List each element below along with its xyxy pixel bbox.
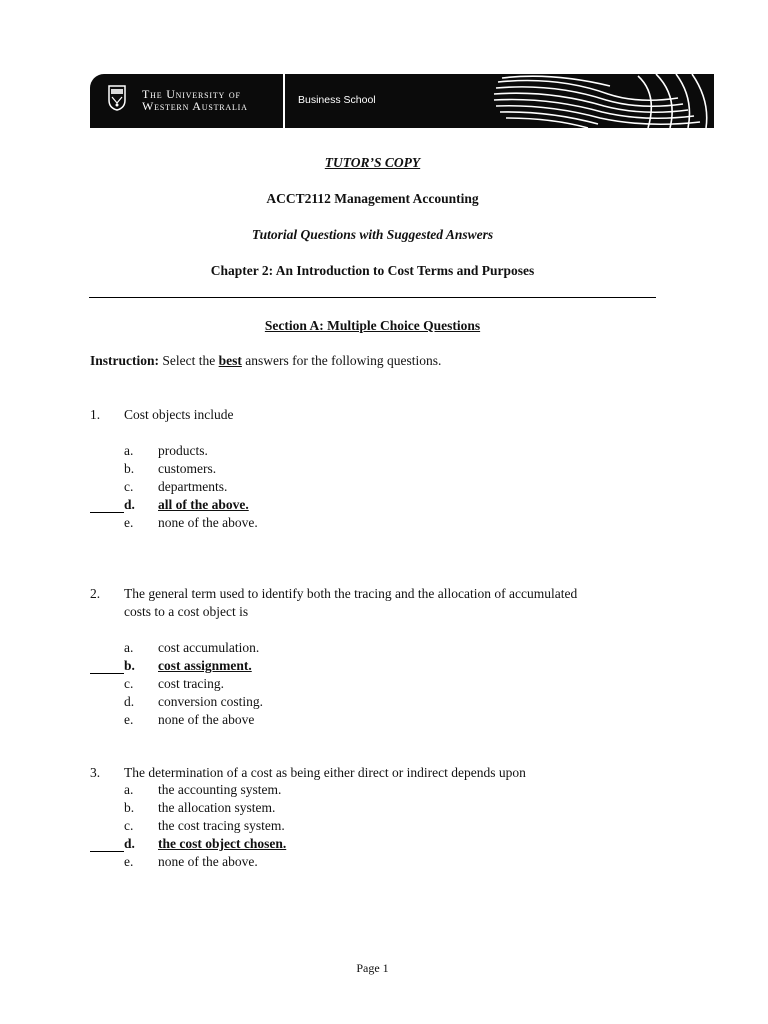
option-b-correct-answer [124,657,424,675]
option-c [124,478,424,496]
option-letter: c. [124,818,134,833]
option-text: conversion costing. [158,694,263,709]
instruction-emphasis: best [218,353,242,368]
banner-swoosh-graphic [488,74,714,128]
option-letter: a. [124,443,134,458]
question-number: 2. [90,586,101,601]
question-text-line1: The general term used to identify both the tracing and the allocation of accumulated [124,586,578,601]
option-c [124,817,424,835]
answer-marker-line [90,851,124,852]
question-number: 1. [90,407,101,422]
section-heading: Section A: Multiple Choice Questions [264,318,481,333]
option-letter: d. [124,694,135,709]
university-name-line2: Western Australia [142,99,248,113]
instruction-label: Instruction: [90,353,160,368]
option-letter: c. [124,479,134,494]
option-letter: e. [124,515,134,530]
instruction-text-post: answers for the following questions. [241,353,442,368]
option-letter: b. [124,658,135,673]
option-letter: b. [124,461,135,476]
option-letter: b. [124,800,135,815]
option-text: customers. [158,461,217,476]
option-e [124,711,424,729]
option-letter: c. [124,676,134,691]
course-title: ACCT2112 Management Accounting [266,191,479,206]
option-a [124,639,424,657]
horizontal-rule [89,297,656,298]
option-text: the cost object chosen. [158,836,287,851]
answer-marker-line [90,673,124,674]
document-subtitle: Tutorial Questions with Suggested Answers [251,227,494,242]
instruction [90,353,441,369]
option-letter: e. [124,854,134,869]
option-letter: a. [124,640,134,655]
banner-divider [283,74,285,128]
option-text: cost tracing. [158,676,224,691]
option-text: the cost tracing system. [158,818,285,833]
answer-marker-line [90,512,124,513]
uwa-banner [90,74,714,128]
option-text: departments. [158,479,228,494]
option-text: products. [158,443,208,458]
university-name [142,88,248,112]
question-text: The determination of a cost as being either direct or indirect depends upon [124,765,526,780]
question-text-line2: costs to a cost object is [124,604,249,619]
question-number: 3. [90,765,101,780]
option-d [124,693,424,711]
option-b [124,460,424,478]
school-name: Business School [298,94,376,106]
instruction-text-pre: Select the [159,353,219,368]
question-text [124,585,644,621]
option-letter: e. [124,712,134,727]
option-b [124,799,424,817]
option-a [124,781,424,799]
university-name-line1: The University of [142,87,241,101]
option-letter: d. [124,497,135,512]
chapter-title: Chapter 2: An Introduction to Cost Terms and Purposes [210,263,535,278]
option-text: cost assignment. [158,658,252,673]
option-text: none of the above. [158,854,258,869]
option-d-correct-answer [124,496,424,514]
option-letter: d. [124,836,135,851]
option-e [124,514,424,532]
option-text: all of the above. [158,497,249,512]
option-text: the allocation system. [158,800,276,815]
option-text: cost accumulation. [158,640,260,655]
option-d-correct-answer [124,835,424,853]
uwa-crest-logo [108,85,126,111]
option-letter: a. [124,782,134,797]
option-text: the accounting system. [158,782,282,797]
option-e [124,853,424,871]
option-text: none of the above [158,712,255,727]
option-text: none of the above. [158,515,258,530]
option-c [124,675,424,693]
page-number: Page 1 [356,961,389,975]
option-a [124,442,424,460]
tutor-copy-label: TUTOR’S COPY [324,155,421,170]
question-text: Cost objects include [124,407,234,422]
